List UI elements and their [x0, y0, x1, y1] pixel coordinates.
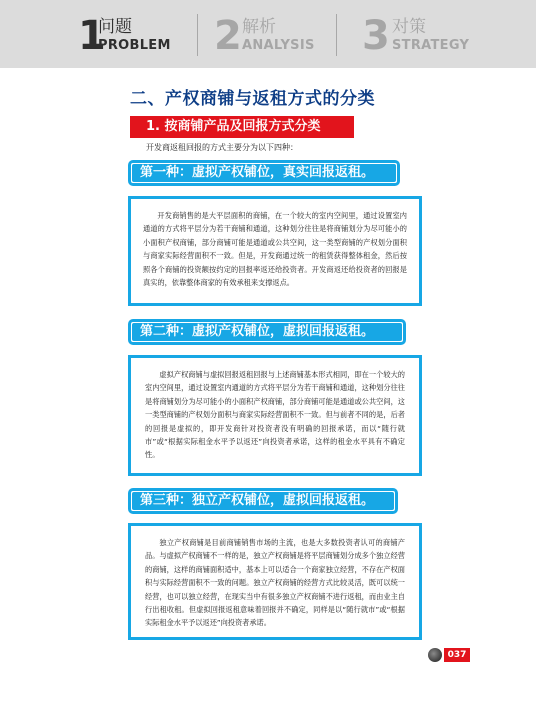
subsection-label: 1. 按商铺产品及回报方式分类 — [130, 116, 354, 138]
intro-text: 开发商返租回报的方式主要分为以下四种： — [146, 143, 298, 152]
step-problem — [78, 14, 186, 58]
type-box-3 — [128, 523, 422, 640]
step-number: 1 — [78, 13, 106, 59]
globe-icon — [428, 648, 442, 662]
type-body: 虚拟产权商铺与虚拟回报返租回报与上述商铺基本形式相同，即在一个较大的室内空间里，通过设置室内通道的方式将平层分为若干商铺和通道，这种划分往往是将商铺划分为尽可能小的小面积产权商铺，部分商铺可能是通道或公共空间，这一类型商铺的产权划分面积与商家实际经营面积不一致。但与前者不同的是，后者的回报是虚拟的，即开发商针对投资者没有明确的回报承诺，而以“随行就市”或“根据实际租金水平予以返还”向投资者承诺，这样的租金水平具有不确定性。 — [145, 370, 405, 460]
step-strategy — [362, 14, 482, 58]
page-number-label: 037 — [444, 648, 470, 662]
step-label-cn: 解析 — [242, 17, 276, 37]
type-body: 开发商销售的是大平层面积的商铺，在一个较大的室内空间里，通过设置室内通道的方式将平层分为若干商铺和通道，这种划分往往是将商铺划分为尽可能小的小面积产权商铺，部分商铺可能是通道或公共空间，这一类型商铺的产权划分面积与商家实际经营面积不一致。但是，开发商通过统一的租赁获得整体租金，然后按照各个商铺的投资额按约定的回报率返还给投资者。开发商返还给投资者的回报是真实的，依靠整体商家的有效承租来支撑返点。 — [143, 211, 407, 288]
section-title: 二、产权商铺与返租方式的分类 — [130, 89, 375, 109]
type-box-2 — [128, 355, 422, 476]
type-title: 第一种：虚拟产权铺位，真实回报返租。 — [132, 164, 396, 182]
step-label-en: STRATEGY — [392, 38, 470, 53]
step-label-cn: 对策 — [392, 17, 426, 37]
type-banner-3 — [128, 488, 398, 514]
type-banner-2 — [128, 319, 406, 345]
step-label-cn: 问题 — [98, 17, 132, 37]
type-banner-1 — [128, 160, 400, 186]
header-band — [0, 0, 536, 68]
page-number — [428, 648, 470, 662]
type-title: 第三种：独立产权铺位，虚拟回报返租。 — [132, 492, 394, 510]
step-label-en: ANALYSIS — [242, 38, 315, 53]
step-number: 2 — [214, 13, 242, 59]
step-analysis — [214, 14, 324, 58]
step-label-en: PROBLEM — [98, 38, 171, 53]
type-title: 第二种：虚拟产权铺位，虚拟回报返租。 — [132, 323, 402, 341]
type-box-1 — [128, 196, 422, 306]
header-divider — [336, 14, 337, 56]
type-body: 独立产权商铺是目前商铺销售市场的主流，也是大多数投资者认可的商铺产品。与虚拟产权商铺不一样的是，独立产权商铺是将平层商铺划分成多个独立经营的商铺，这样的商铺面积适中，基本上可以适合一个商家独立经营，不存在产权面积与实际经营面积不一致的问题。独立产权商铺的经营方式比较灵活，既可以统一经营，也可以独立经营，在现实当中有很多独立产权商铺不进行返租，而由业主自行出租收租。但虚拟回报返租意味着回报并不确定，同样是以“随行就市”或“根据实际租金水平予以返还”向投资者承诺。 — [145, 538, 405, 628]
header-divider — [197, 14, 198, 56]
step-number: 3 — [362, 13, 390, 59]
